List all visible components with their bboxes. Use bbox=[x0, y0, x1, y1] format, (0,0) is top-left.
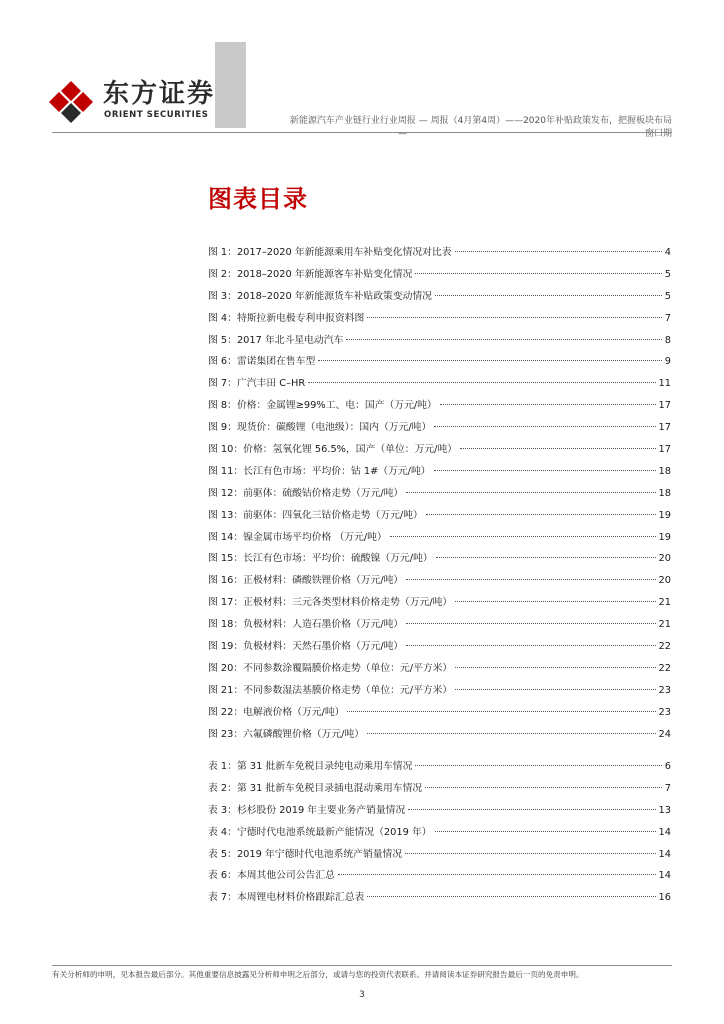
toc-figure-entry[interactable] bbox=[208, 662, 671, 684]
dot-leader bbox=[440, 404, 656, 405]
toc-figure-entry-label: 图 17：正极材料：三元各类型材料价格走势（万元/吨） bbox=[208, 597, 453, 609]
toc-table-entry-label: 表 3：杉杉股份 2019 年主要业务产销量情况 bbox=[208, 804, 406, 816]
toc-table-entry-label: 表 1：第 31 批新车免税目录纯电动乘用车情况 bbox=[208, 761, 413, 772]
toc-figure-entry-page-number: 23 bbox=[658, 684, 671, 696]
logo-chinese-name: 东方证券 bbox=[103, 79, 216, 109]
toc-figure-entry[interactable] bbox=[208, 399, 671, 421]
toc-figure-entry-page-number: 5 bbox=[664, 268, 671, 280]
toc-figure-entry[interactable] bbox=[208, 290, 671, 312]
toc-figure-entry-label: 图 2：2018–2020 年新能源客车补贴变化情况 bbox=[208, 268, 413, 280]
toc-figure-entry[interactable] bbox=[208, 684, 671, 706]
report-title-dash: — bbox=[398, 129, 407, 139]
toc-table-entry-label: 表 7：本周锂电材料价格跟踪汇总表 bbox=[208, 892, 365, 904]
dot-leader bbox=[460, 448, 655, 449]
toc-table-entry-label: 表 6：本周其他公司公告汇总 bbox=[208, 870, 335, 882]
toc-figure-entry-label: 图 11：长江有色市场：平均价：钴 1#（万元/吨） bbox=[208, 465, 431, 477]
toc-figure-entry-label: 图 3：2018–2020 年新能源货车补贴政策变动情况 bbox=[208, 290, 432, 302]
report-title-line2: 窗口期 bbox=[644, 129, 672, 139]
toc-figure-entry-label: 图 16：正极材料：磷酸铁锂价格（万元/吨） bbox=[208, 575, 404, 587]
toc-table-entry[interactable] bbox=[208, 848, 671, 870]
toc-figure-entry-label: 图 14：镍金属市场平均价格 （万元/吨） bbox=[208, 531, 387, 543]
toc-table-entry-label: 表 4：宁德时代电池系统最新产能情况（2019 年） bbox=[208, 826, 432, 838]
toc-figure-entry-page-number: 21 bbox=[658, 619, 671, 631]
toc-figure-entry[interactable] bbox=[208, 552, 671, 574]
toc-table-entry-page-number: 14 bbox=[658, 870, 671, 882]
toc-figure-entry-label: 图 6：雷诺集团在售车型 bbox=[208, 356, 316, 368]
toc-table-entry-page-number: 13 bbox=[658, 804, 671, 816]
toc-figure-entry[interactable] bbox=[208, 377, 671, 399]
toc-figure-entry-label: 图 5：2017 年北斗星电动汽车 bbox=[208, 334, 344, 346]
toc-figure-entry[interactable] bbox=[208, 443, 671, 465]
toc-table-entry[interactable] bbox=[208, 891, 671, 913]
toc-table-entry[interactable] bbox=[208, 826, 671, 848]
toc-figure-entry-page-number: 11 bbox=[658, 378, 671, 390]
report-title-line1: 新能源汽车产业链行业行业周报 — 周报（4月第4周）——2020年补贴政策发布，把握板块布局 bbox=[289, 116, 672, 126]
dot-leader bbox=[318, 360, 661, 361]
toc-figure-entry-label: 图 9：现货价：碳酸锂（电池级）：国内（万元/吨） bbox=[208, 422, 432, 434]
toc-figure-entry-label: 图 4：特斯拉新电极专利申报资料图 bbox=[208, 312, 365, 324]
toc-figure-entry-label: 图 15：长江有色市场：平均价：硫酸镍（万元/吨） bbox=[208, 553, 433, 565]
toc-table-entry[interactable] bbox=[208, 869, 671, 891]
toc-figure-entry-label: 图 18：负极材料：人造石墨价格（万元/吨） bbox=[208, 619, 404, 631]
toc-figure-entry-label: 图 13：前驱体：四氧化三钴价格走势（万元/吨） bbox=[208, 509, 423, 521]
dot-leader bbox=[435, 831, 656, 832]
toc-figure-entry[interactable] bbox=[208, 509, 671, 531]
dot-leader bbox=[434, 426, 655, 427]
toc-figure-entry-label: 图 7：广汽丰田 C–HR bbox=[208, 378, 306, 390]
toc-figure-entry-label: 图 19：负极材料：天然石墨价格（万元/吨） bbox=[208, 641, 404, 653]
toc-figure-entry-page-number: 20 bbox=[658, 553, 671, 565]
dot-leader bbox=[367, 896, 655, 897]
toc-figure-entry[interactable] bbox=[208, 465, 671, 487]
dot-leader bbox=[415, 765, 661, 766]
toc-figure-entry-label: 图 20：不同参数涂覆隔膜价格走势（单位：元/平方米） bbox=[208, 662, 453, 674]
toc-figure-entry-page-number: 17 bbox=[658, 400, 671, 412]
toc-figure-entry-label: 图 8：价格：金属锂≥99%工、电：国产（万元/吨） bbox=[208, 400, 437, 412]
toc-table-entry[interactable] bbox=[208, 782, 671, 804]
toc-figure-entry-page-number: 5 bbox=[664, 290, 671, 302]
toc-figure-entry-page-number: 17 bbox=[658, 422, 671, 434]
toc-figure-entry[interactable] bbox=[208, 596, 671, 618]
toc-figure-entry-page-number: 21 bbox=[658, 597, 671, 609]
dot-leader bbox=[405, 853, 655, 854]
toc-figure-entry-label: 图 12：前驱体：硫酸钴价格走势（万元/吨） bbox=[208, 487, 404, 499]
toc-figure-entry-label: 图 23：六氟磷酸锂价格（万元/吨） bbox=[208, 728, 365, 740]
toc-figure-entry-page-number: 24 bbox=[658, 728, 671, 740]
dot-leader bbox=[390, 536, 656, 537]
toc-table-entry-page-number: 14 bbox=[658, 848, 671, 860]
toc-figure-entry[interactable] bbox=[208, 574, 671, 596]
table-list bbox=[208, 760, 671, 913]
dot-leader bbox=[406, 645, 655, 646]
toc-table-entry-page-number: 14 bbox=[658, 826, 671, 838]
footer-disclaimer: 有关分析师的申明，见本报告最后部分。其他重要信息披露见分析师申明之后部分，或请与您的投资代表联系。并请阅读本证券研究报告最后一页的免责申明。 bbox=[52, 970, 584, 979]
toc-figure-entry-page-number: 8 bbox=[664, 334, 671, 346]
dot-leader bbox=[367, 733, 655, 734]
dot-leader bbox=[455, 667, 655, 668]
toc-table-entry-page-number: 6 bbox=[664, 761, 671, 772]
toc-figure-entry[interactable] bbox=[208, 706, 671, 728]
toc-figure-entry-page-number: 4 bbox=[664, 247, 671, 258]
dot-leader bbox=[308, 382, 655, 383]
toc-table-entry-page-number: 7 bbox=[664, 782, 671, 794]
toc-figure-entry-page-number: 19 bbox=[658, 509, 671, 521]
toc-figure-entry-label: 图 10：价格：氢氧化锂 56.5%，国产（单位：万元/吨） bbox=[208, 444, 458, 456]
header-divider bbox=[52, 132, 672, 133]
toc-figure-entry[interactable] bbox=[208, 312, 671, 334]
toc-table-entry[interactable] bbox=[208, 804, 671, 826]
dot-leader bbox=[415, 273, 661, 274]
toc-figure-entry[interactable] bbox=[208, 640, 671, 662]
dot-leader bbox=[406, 492, 655, 493]
dot-leader bbox=[406, 623, 655, 624]
toc-figure-entry[interactable] bbox=[208, 334, 671, 356]
dot-leader bbox=[408, 809, 655, 810]
footer-divider bbox=[52, 965, 672, 966]
dot-leader bbox=[338, 874, 656, 875]
dot-leader bbox=[455, 601, 655, 602]
dot-leader bbox=[347, 711, 655, 712]
logo-english-name: ORIENT SECURITIES bbox=[104, 110, 209, 120]
page-number: 3 bbox=[359, 990, 365, 1000]
dot-leader bbox=[435, 295, 662, 296]
dot-leader bbox=[346, 339, 661, 340]
toc-figure-entry[interactable] bbox=[208, 487, 671, 509]
toc-title: 图表目录 bbox=[208, 185, 308, 213]
dot-leader bbox=[455, 251, 662, 252]
toc-figure-entry-label: 图 21：不同参数湿法基膜价格走势（单位：元/平方米） bbox=[208, 684, 453, 696]
toc-figure-entry-page-number: 7 bbox=[664, 312, 671, 324]
toc-figure-entry-page-number: 22 bbox=[658, 662, 671, 674]
toc-figure-entry[interactable] bbox=[208, 531, 671, 553]
dot-leader bbox=[426, 514, 656, 515]
toc-table-entry-label: 表 5：2019 年宁德时代电池系统产销量情况 bbox=[208, 848, 403, 860]
toc-figure-entry[interactable] bbox=[208, 246, 671, 268]
toc-figure-entry-label: 图 1：2017–2020 年新能源乘用车补贴变化情况对比表 bbox=[208, 247, 452, 258]
toc-figure-entry[interactable] bbox=[208, 618, 671, 640]
dot-leader bbox=[436, 557, 656, 558]
dot-leader bbox=[425, 787, 662, 788]
dot-leader bbox=[406, 579, 655, 580]
toc-table-entry-page-number: 16 bbox=[658, 892, 671, 904]
toc-figure-entry[interactable] bbox=[208, 355, 671, 377]
toc-figure-entry-page-number: 23 bbox=[658, 706, 671, 718]
dot-leader bbox=[367, 317, 661, 318]
toc-figure-entry-page-number: 18 bbox=[658, 465, 671, 477]
toc-figure-entry-page-number: 19 bbox=[658, 531, 671, 543]
toc-figure-entry-page-number: 22 bbox=[658, 641, 671, 653]
figure-list bbox=[208, 246, 671, 749]
toc-figure-entry-page-number: 18 bbox=[658, 487, 671, 499]
orient-logo-icon bbox=[47, 79, 95, 125]
toc-figure-entry[interactable] bbox=[208, 728, 671, 750]
toc-figure-entry[interactable] bbox=[208, 268, 671, 290]
toc-figure-entry[interactable] bbox=[208, 421, 671, 443]
toc-table-entry-label: 表 2：第 31 批新车免税目录插电混动乘用车情况 bbox=[208, 782, 423, 794]
dot-leader bbox=[455, 689, 655, 690]
toc-figure-entry-label: 图 22：电解液价格（万元/吨） bbox=[208, 706, 345, 718]
toc-figure-entry-page-number: 17 bbox=[658, 444, 671, 456]
company-logo bbox=[47, 79, 237, 125]
toc-figure-entry-page-number: 20 bbox=[658, 575, 671, 587]
dot-leader bbox=[434, 470, 656, 471]
toc-table-entry[interactable] bbox=[208, 760, 671, 782]
report-header-title bbox=[290, 115, 672, 141]
toc-figure-entry-page-number: 9 bbox=[664, 356, 671, 368]
